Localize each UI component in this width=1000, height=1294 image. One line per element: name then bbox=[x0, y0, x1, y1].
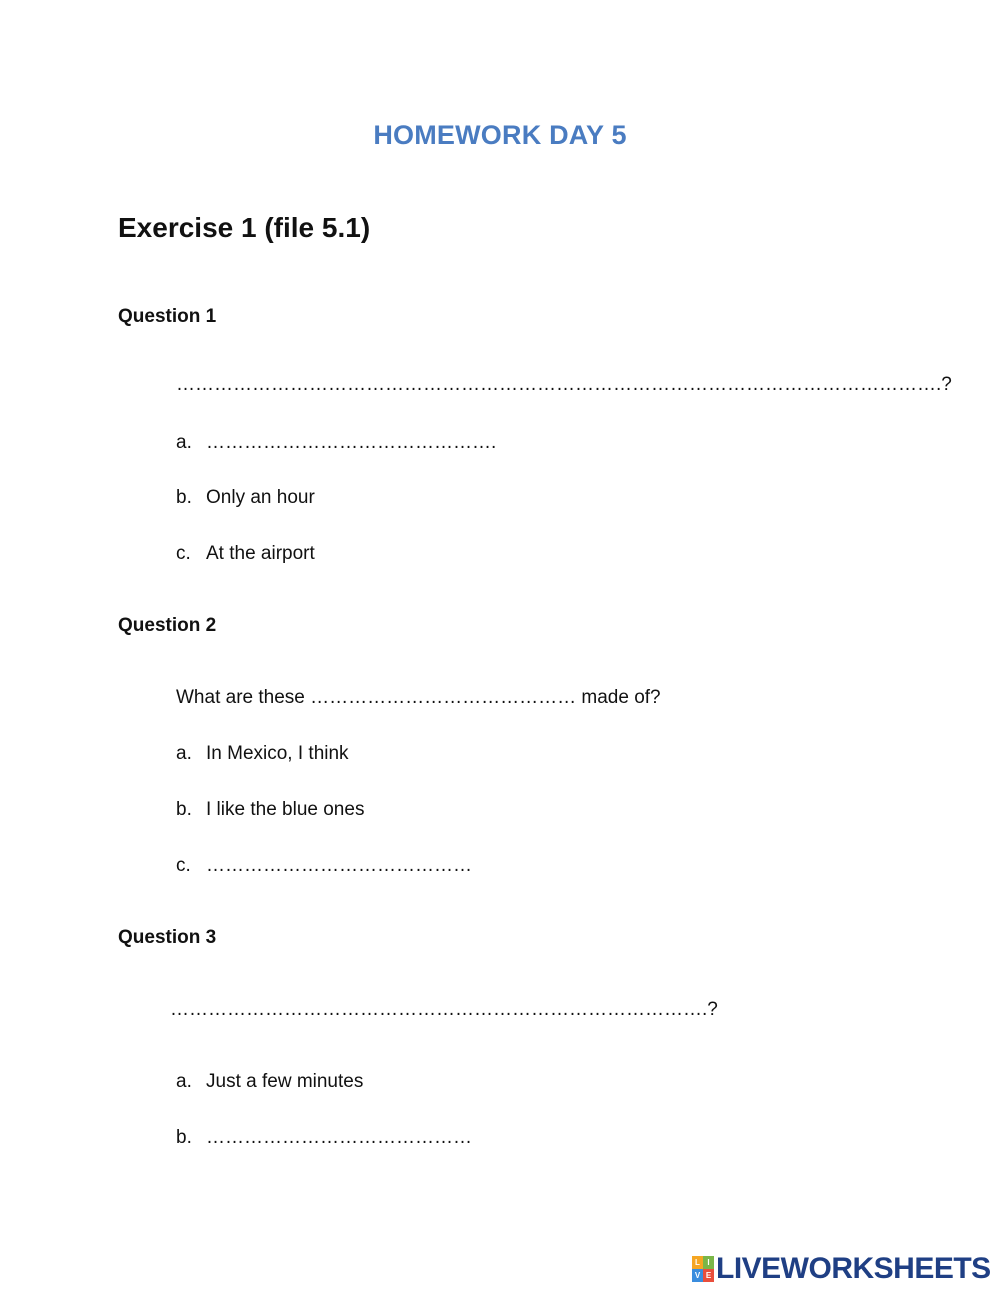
question-2-prompt: What are these …………………………………… made of? bbox=[176, 687, 661, 708]
option-letter: a. bbox=[176, 432, 192, 453]
page-title: HOMEWORK DAY 5 bbox=[373, 120, 627, 150]
option-text: At the airport bbox=[206, 543, 315, 564]
option-letter: c. bbox=[176, 855, 191, 876]
question-3-option-b bbox=[176, 1127, 472, 1149]
option-text: …………………………………… bbox=[206, 1127, 472, 1148]
question-1-prompt: ………………………………………………………………………………………………………….? bbox=[176, 374, 952, 395]
option-text: …………………………………… bbox=[206, 855, 472, 876]
exercise-title: Exercise 1 (file 5.1) bbox=[118, 212, 371, 243]
option-letter: a. bbox=[176, 743, 192, 764]
option-text: In Mexico, I think bbox=[206, 743, 349, 764]
question-1-option-a bbox=[176, 432, 496, 454]
question-2-option-c bbox=[176, 855, 472, 877]
logo-mark-v: V bbox=[692, 1269, 703, 1282]
option-letter: b. bbox=[176, 799, 192, 820]
question-2-option-b bbox=[176, 799, 364, 821]
option-text: Just a few minutes bbox=[206, 1071, 364, 1092]
logo-mark-i: I bbox=[703, 1256, 714, 1269]
option-text: ………………………………………. bbox=[206, 432, 497, 453]
option-letter: c. bbox=[176, 543, 191, 564]
question-3-heading: Question 3 bbox=[118, 927, 217, 948]
question-2-option-a bbox=[176, 743, 349, 765]
question-1-heading: Question 1 bbox=[118, 306, 217, 327]
liveworksheets-logo bbox=[692, 1252, 991, 1286]
question-1-option-b bbox=[176, 487, 315, 509]
logo-text: LIVEWORKSHEETS bbox=[716, 1252, 991, 1285]
question-2-heading: Question 2 bbox=[118, 615, 217, 636]
option-letter: a. bbox=[176, 1071, 192, 1092]
question-3-option-a bbox=[176, 1071, 363, 1093]
option-text: I like the blue ones bbox=[206, 799, 365, 820]
option-letter: b. bbox=[176, 487, 192, 508]
question-3-prompt: ………………………………………………………………………….? bbox=[170, 999, 718, 1020]
logo-mark-l: L bbox=[692, 1256, 703, 1269]
logo-mark-e: E bbox=[703, 1269, 714, 1282]
option-letter: b. bbox=[176, 1127, 192, 1148]
option-text: Only an hour bbox=[206, 487, 315, 508]
logo-mark-icon bbox=[692, 1256, 714, 1282]
question-1-option-c bbox=[176, 543, 315, 565]
